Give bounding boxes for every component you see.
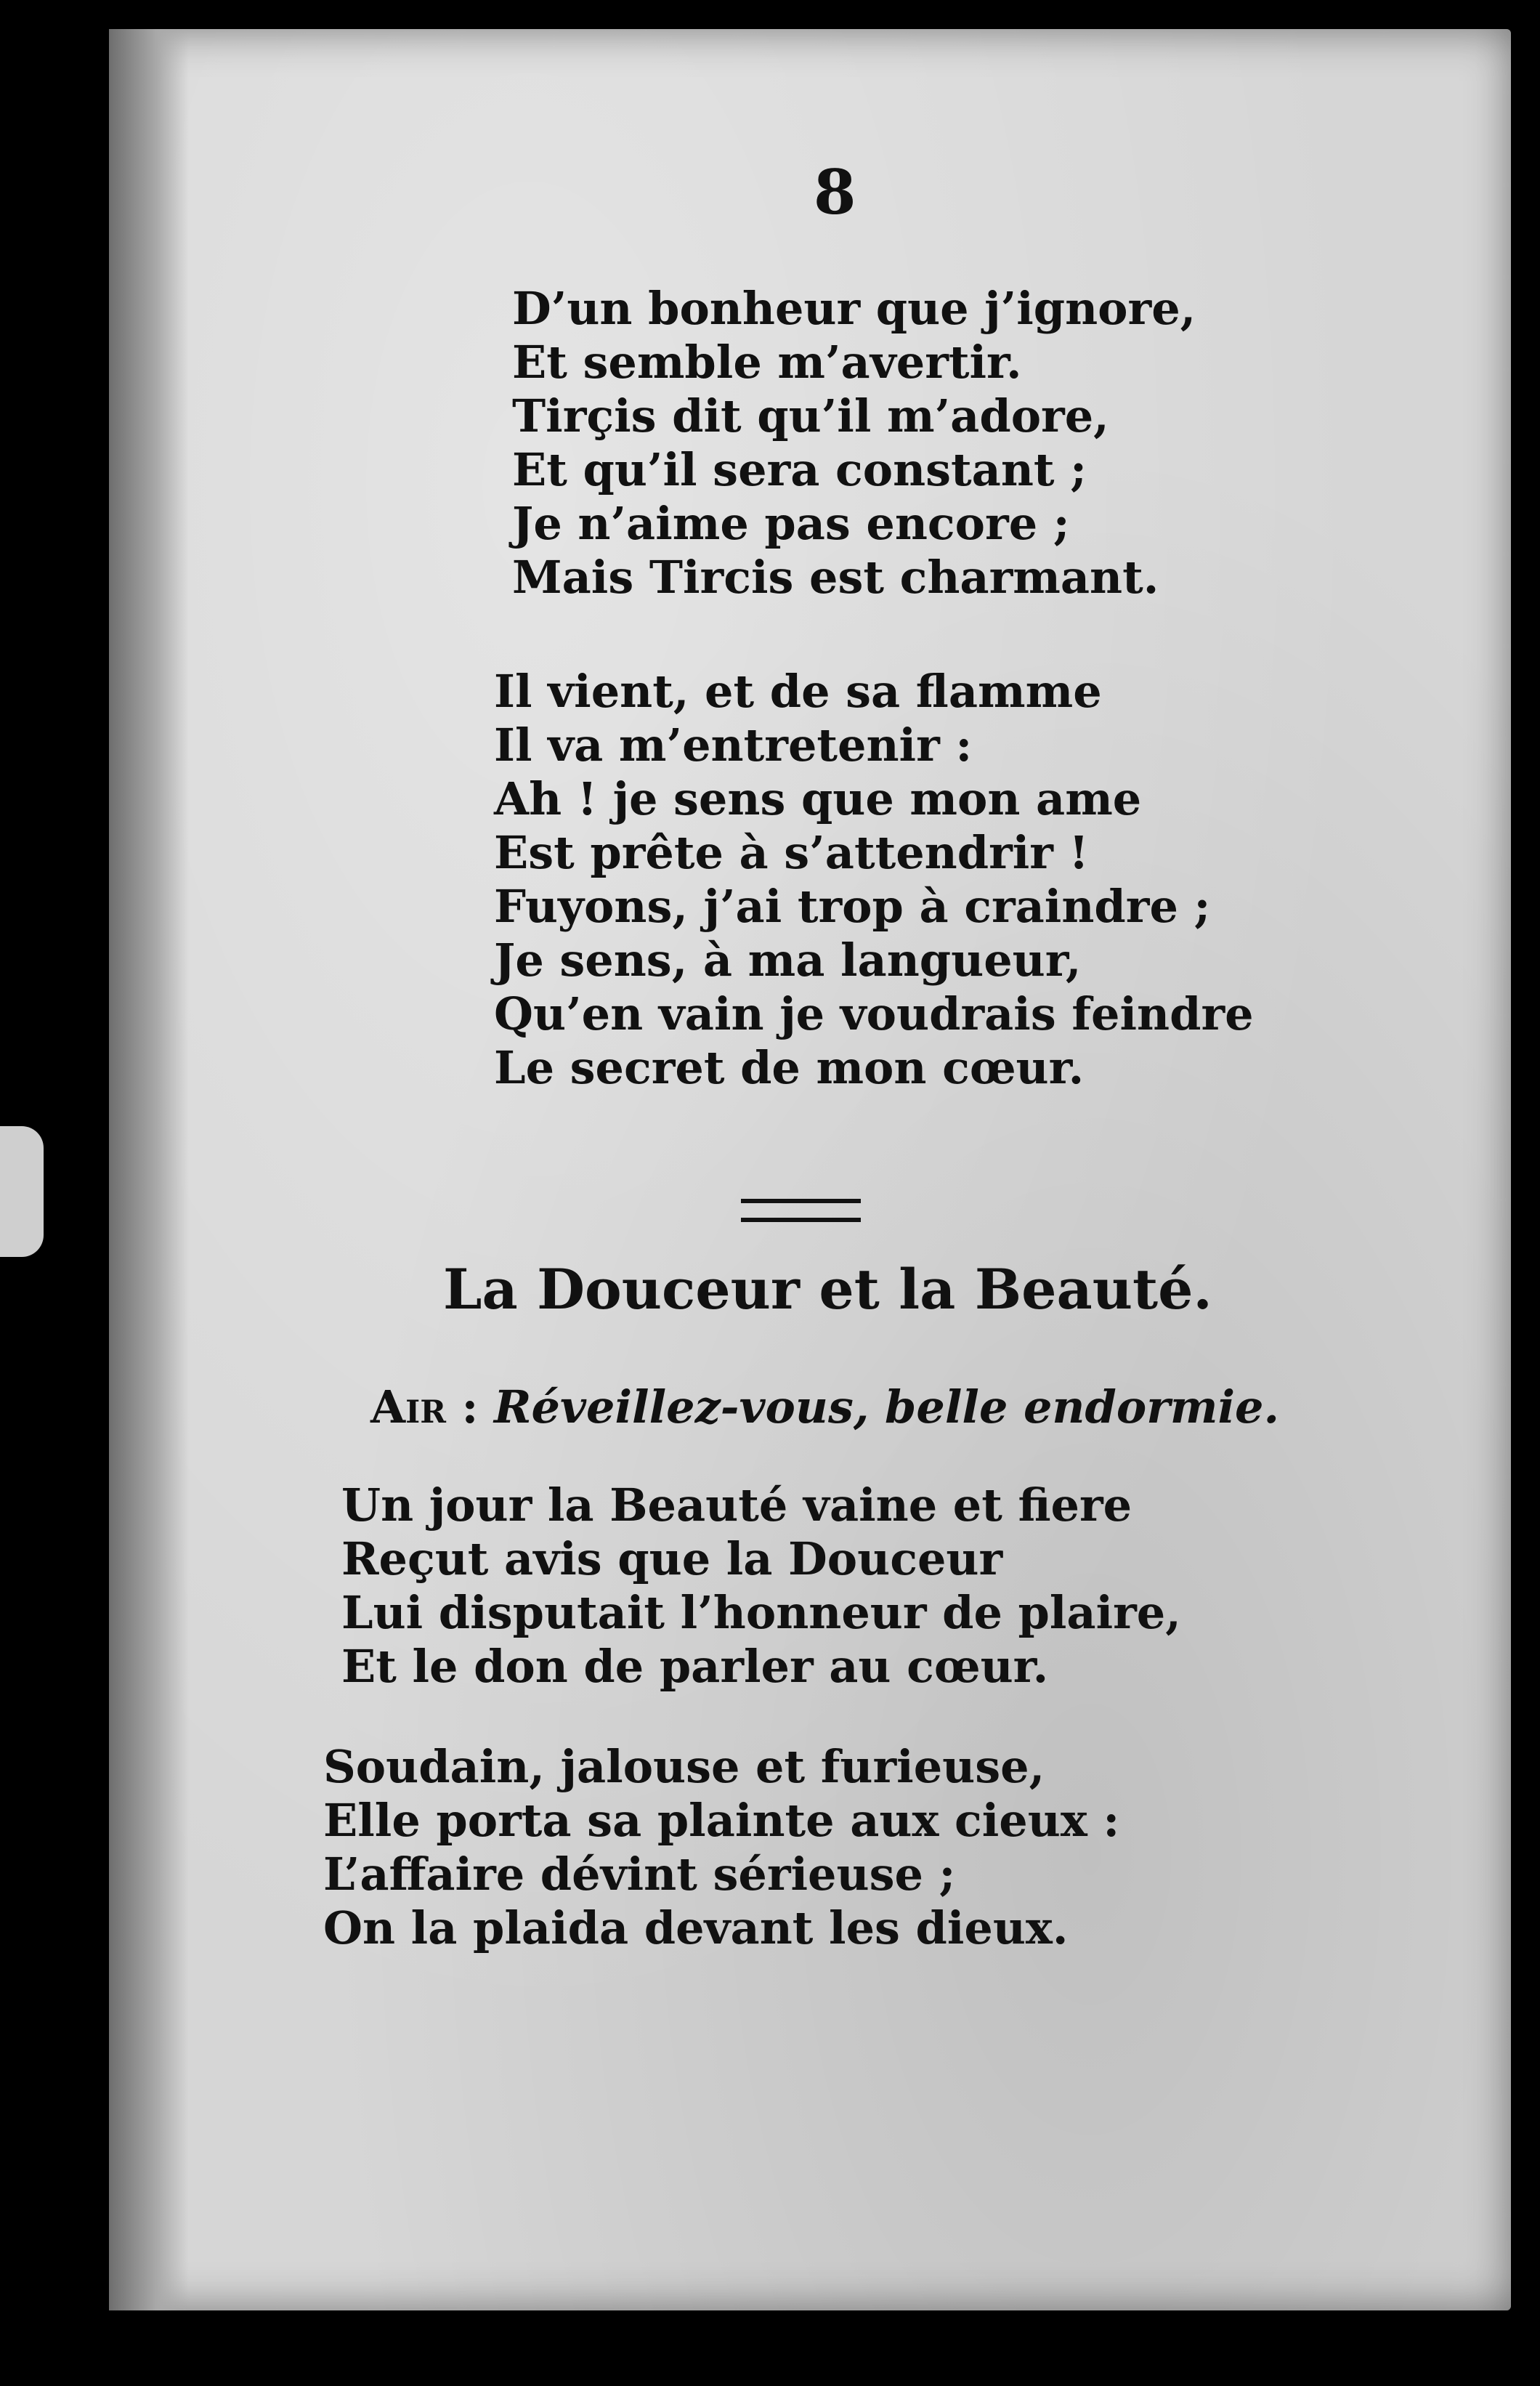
verse-line: Il vient, et de sa flamme — [494, 665, 1102, 718]
verse-line: L’affaire dévint sérieuse ; — [323, 1848, 956, 1901]
verse-line: Reçut avis que la Douceur — [341, 1532, 1003, 1585]
verse-line: Le secret de mon cœur. — [494, 1041, 1085, 1094]
song-title: La Douceur et la Beauté. — [443, 1257, 1212, 1322]
verse-line: Et le don de parler au cœur. — [341, 1640, 1049, 1693]
verse-line: Ah ! je sens que mon ame — [494, 772, 1142, 825]
verse-line: Et qu’il sera constant ; — [512, 443, 1087, 496]
air-indication — [370, 1380, 1279, 1433]
verse-line: D’un bonheur que j’ignore, — [512, 282, 1196, 335]
song-stanza-1 — [341, 1479, 1181, 1694]
verse-line: Tirçis dit qu’il m’adore, — [512, 389, 1109, 442]
verse-line: Mais Tircis est charmant. — [512, 551, 1159, 604]
facing-page-edge — [1511, 0, 1540, 2386]
page-number: 8 — [814, 156, 856, 228]
verse-line: Fuyons, j’ai trop à craindre ; — [494, 880, 1211, 933]
poem-stanza-1 — [512, 282, 1196, 604]
verse-line: Est prête à s’attendrir ! — [494, 826, 1089, 879]
section-divider — [741, 1199, 861, 1222]
verse-line: Lui disputait l’honneur de plaire, — [341, 1586, 1181, 1639]
verse-line: Elle porta sa plainte aux cieux : — [323, 1794, 1120, 1847]
verse-line: On la plaida devant les dieux. — [323, 1901, 1069, 1954]
page-margin-tab — [0, 1126, 44, 1257]
air-label: Air : — [370, 1380, 479, 1433]
page-gutter — [109, 29, 189, 2310]
poem-stanza-2 — [494, 665, 1254, 1095]
song-stanza-2 — [323, 1740, 1119, 1955]
verse-line: Je n’aime pas encore ; — [512, 497, 1070, 550]
verse-line: Qu’en vain je voudrais feindre — [494, 987, 1254, 1040]
verse-line: Et semble m’avertir. — [512, 336, 1022, 389]
verse-line: Je sens, à ma langueur, — [494, 934, 1082, 987]
verse-line: Il va m’entretenir : — [494, 719, 973, 772]
air-tune-name: Réveillez-vous, belle endormie. — [494, 1380, 1280, 1433]
verse-line: Soudain, jalouse et furieuse, — [323, 1740, 1045, 1793]
verse-line: Un jour la Beauté vaine et fiere — [341, 1479, 1132, 1532]
